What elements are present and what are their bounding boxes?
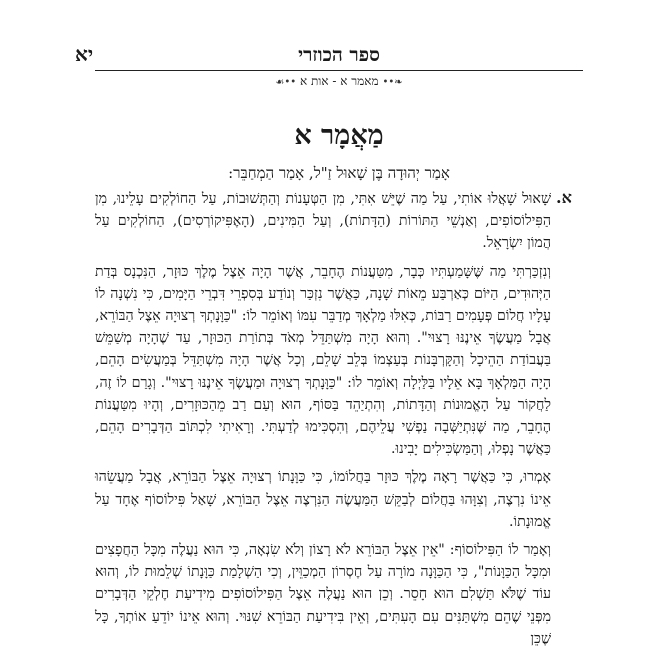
paragraph-marker: א. [556, 188, 572, 207]
header-rule [95, 70, 583, 71]
book-title: ספר הכוזרי [298, 44, 380, 66]
running-head [75, 42, 583, 70]
page-number: יא [75, 42, 94, 66]
body-text [95, 188, 551, 656]
paragraph: וְנִזְכַּרְתִּי מַה שֶּׁשָּׁמַעְתִּיו כְּבָר, מִטַּעֲנוֹת הֶחָבֵר, אֲשֶׁר הָיָה אֵצֶל מֶלֶךְ כּוּזָר, הַנִּכְנָס בְּדַת הַיְּהוּדִים, הַיּוֹם כְּאַרְבַּע מֵאוֹת שָׁנָה, כַּאֲשֶׁר נִזְכַּר וְנוֹדַע בְּסִפְרֵי דִּבְרֵי הַיָּמִים, כִּי נִשְׁנָה לוֹ עָלָיו חֲלוֹם פְּעָמִים רַבּוֹת, כְּאִלּוּ מַלְאָךְ מְדַבֵּר עִמּוֹ וְאוֹמֵר לוֹ: "כַּוָּנָתְךָ רְצוּיָה אֵצֶל הַבּוֹרֵא, אֲבָל מַעֲשֶׂךָ אֵינֶנּוּ רָצוּי". וְהוּא הָיָה מִשְׁתַּדֵּל מְאֹד בְּתוֹרַת הַכּוּזָר, עַד שֶׁהָיָה מְשַׁמֵּשׁ בַּעֲבוֹדַת הַהֵיכָל וְהַקָּרְבָּנוֹת בְּעַצְמוֹ בְּלֵב שָׁלֵם, וְכָל אֲשֶׁר הָיָה מִשְׁתַּדֵּל בְּמַעֲשִׂים הָהֵם, הָיָה הַמַּלְאָךְ בָּא אֵלָיו בַּלַּיְלָה וְאוֹמֵר לוֹ: "כַּוָּנָתְךָ רְצוּיָה וּמַעֲשֶׂךָ אֵינֶנּוּ רָצוּי". וְגָרַם לוֹ זֶה, לַחֲקוֹר עַל הָאֱמוּנוֹת וְהַדָּתוֹת, וְהִתְיַהֵד בַּסּוֹף, הוּא וְעַם רַב מֵהַכּוּזָרִים, וְהָיוּ מִטַּעֲנוֹת הֶחָבֵר, מַה שֶּׁנִּתְיַשְּׁבָה נַפְשִׁי עֲלֵיהֶם, וְהִסְכִּימוּ לְדַעְתִּי. וְרָאִיתִי לִכְתּוֹב הַדְּבָרִים הָהֵם, כַּאֲשֶׁר נָפְלוּ, וְהַמַּשְׂכִּילִים יָבִינוּ. [95, 263, 551, 458]
paragraph: אָמְרוּ, כִּי כַּאֲשֶׁר רָאָה מֶלֶךְ כּוּזָר בַּחֲלוֹמוֹ, כִּי כַּוָּנָתוֹ רְצוּיָה אֵצֶל הַבּוֹרֵא, אֲבָל מַעֲשֵׂהוּ אֵינוֹ נִרְצֶה, וְצִוָּהוּ בַּחֲלוֹם לְבַקֵּשׁ הַמַּעֲשֶׂה הַנִּרְצֶה אֵצֶל הַבּוֹרֵא, שָׁאַל פִּילוֹסוֹף אֶחָד עַל אֱמוּנָתוֹ. [95, 469, 551, 530]
section-title: מַאֲמָר א [294, 120, 384, 151]
subheading-text: מאמר א - אות א [299, 74, 379, 88]
paragraph: שָׁאוּל שָׁאֲלוּ אוֹתִי, עַל מַה שֶׁיֵּשׁ אִתִּי, מִן הַטְּעָנוֹת וְהַתְּשׁוּבוֹת, עַל הַחוֹלְקִים עָלֵינוּ, מִן הַפִּילוֹסוֹפִים, וְאַנְשֵׁי הַתּוֹרוֹת (הַדָּתוֹת), וְעַל הַמִּינִים, (הָאֶפִּיקוֹרְסִים), הַחוֹלְקִים עַל הֲמוֹן יִשְׂרָאֵל. [95, 191, 551, 252]
ornament-left-icon: ❧•• [382, 77, 403, 88]
paragraph: וְאָמַר לוֹ הַפִּילוֹסוֹף: "אֵין אֵצֶל הַבּוֹרֵא לֹא רָצוֹן וְלֹא שִׂנְאָה, כִּי הוּא נַעֲלֶה מִכָּל הַחֲפָצִים וּמִכָּל הַכַּוָּנוֹת", כִּי הַכַּוָּנָה מוֹרָה עַל חֶסְרוֹן הַמְכַוֵּין, וְכִי הַשְׁלָמַת כַּוָּנָתוֹ שְׁלֵמוּת לוֹ, וְהוּא עוֹד שֶׁלֹּא תַּשְׁלִם הוּא חָסֵר. וְכֵן הוּא נַעֲלֶה אֵצֶל הַפִּילוֹסוֹפִים מִידִיעַת חֶלְקֵי הַדְּבָרִים מִפְּנֵי שֶׁהֵם מִשְׁתַּנִּים עִם הָעִתִּים, וְאֵין בִּידִיעַת הַבּוֹרֵא שִׁנּוּי. וְהוּא אֵינוֹ יוֹדֵעַ אוֹתְךָ, כָּל שֶׁכֵּן [95, 542, 551, 647]
subheading [95, 74, 583, 89]
ornament-right-icon: ••☙ [275, 77, 297, 88]
author-line: אָמַר יְהוּדָה בֶּן שָׁאוּל זַ"ל, אָמַר הַמְחַבֵּר: [228, 164, 450, 182]
